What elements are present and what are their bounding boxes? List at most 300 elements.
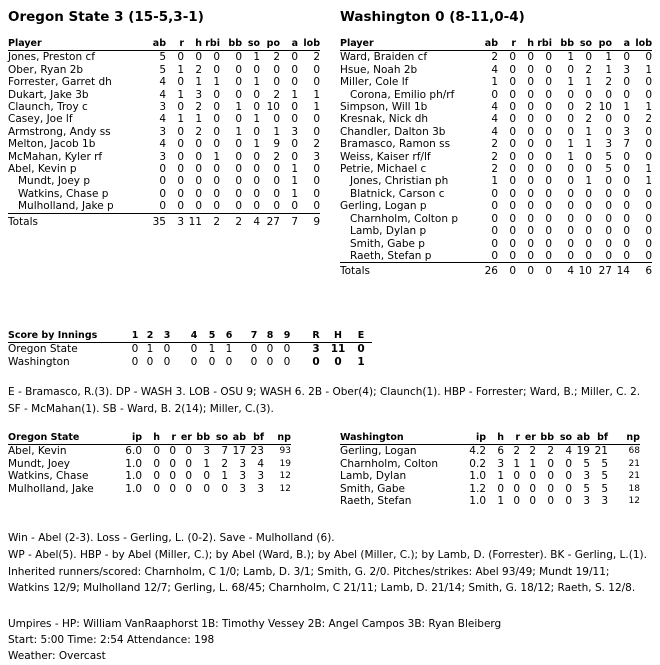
pitcher-row	[340, 445, 640, 458]
column-header: lob	[630, 38, 652, 51]
total-cell: 6	[630, 263, 652, 278]
stat-cell: 2	[273, 88, 280, 101]
batter-row	[340, 101, 652, 113]
stat-cell: 1	[623, 101, 630, 114]
batter-row	[340, 188, 652, 200]
stat-cell: 2	[491, 51, 498, 64]
stat-cell: 0	[509, 113, 516, 126]
stat-cell: 0	[195, 200, 202, 213]
stat-cell: 2	[221, 457, 228, 470]
inning-header: 1	[128, 330, 142, 343]
inning-cell: 1	[146, 343, 154, 356]
stat-cell: 4	[491, 113, 498, 126]
stat-cell: 21	[628, 458, 640, 469]
stat-cell: 5	[583, 457, 590, 470]
inning-cell: 0	[334, 355, 342, 368]
stat-cell: 0	[545, 138, 552, 151]
player-name: Petrie, Michael c	[340, 163, 427, 176]
stat-cell: 1	[195, 113, 202, 126]
stat-cell: 0	[545, 113, 552, 126]
stat-cell: 1	[645, 163, 652, 176]
stat-cell: 1	[273, 125, 280, 138]
stat-cell: 4	[257, 457, 264, 470]
player-name: McMahan, Kyler rf	[8, 150, 103, 163]
home-batting-table	[340, 38, 652, 278]
stat-cell: 0	[623, 113, 630, 126]
column-header: rbi	[202, 38, 220, 51]
stat-cell: 3	[257, 482, 264, 495]
column-header: r	[166, 38, 184, 51]
stat-cell: 0	[273, 63, 280, 76]
inning-cell: 3	[312, 343, 320, 356]
stat-cell: 0	[645, 138, 652, 151]
stat-cell: 0	[529, 495, 536, 508]
stat-cell: 3	[623, 63, 630, 76]
stat-cell: 0	[527, 175, 534, 188]
stat-cell: 0	[527, 76, 534, 89]
column-header: np	[608, 432, 640, 445]
total-cell: 9	[298, 213, 320, 228]
stat-cell: 0	[491, 212, 498, 225]
stat-cell: 0	[253, 200, 260, 213]
inning-cell	[176, 356, 184, 368]
stat-cell: 0	[645, 237, 652, 250]
stat-cell: 1	[177, 88, 184, 101]
stat-cell: 0	[509, 138, 516, 151]
stat-cell: 0	[567, 212, 574, 225]
stat-cell: 0	[645, 51, 652, 64]
inning-cell: 0	[312, 355, 320, 368]
stat-cell: 0	[169, 457, 176, 470]
inning-header: 6	[220, 330, 238, 343]
inning-header: 2	[142, 330, 158, 343]
stat-cell: 0	[527, 113, 534, 126]
stat-cell: 0	[605, 237, 612, 250]
stat-cell: 0	[273, 163, 280, 176]
stat-cell: 0	[273, 175, 280, 188]
stat-cell: 0	[567, 101, 574, 114]
stat-cell: 0	[547, 495, 554, 508]
totals-row	[8, 213, 320, 228]
stat-cell: 0	[565, 470, 572, 483]
stat-cell: 0	[545, 51, 552, 64]
stat-cell: 2	[313, 138, 320, 151]
stat-cell: 4	[491, 101, 498, 114]
stat-cell: 0	[527, 88, 534, 101]
pitcher-row	[340, 458, 640, 470]
column-header: bf	[246, 432, 264, 445]
stat-cell: 0	[645, 88, 652, 101]
batter-row	[340, 51, 652, 64]
total-cell: 14	[612, 263, 630, 278]
stat-cell: 4	[159, 113, 166, 126]
player-name: Kresnak, Nick dh	[340, 113, 429, 126]
stat-cell: 0	[313, 76, 320, 89]
stat-cell: 4	[491, 125, 498, 138]
stat-cell: 0	[213, 187, 220, 200]
stat-cell: 2	[585, 101, 592, 114]
total-cell: 0	[534, 263, 552, 278]
stat-cell: 0	[623, 249, 630, 262]
stat-cell: 0	[177, 175, 184, 188]
stat-cell: 0	[585, 51, 592, 64]
inning-cell: 0	[283, 355, 291, 368]
away-pitching-table	[8, 432, 291, 495]
stat-cell: 0	[291, 101, 298, 114]
pitcher-row	[8, 458, 291, 470]
stat-cell: 0	[213, 51, 220, 64]
player-name: Casey, Joe lf	[8, 113, 73, 126]
stat-cell: 0	[153, 482, 160, 495]
batter-row	[8, 64, 320, 76]
batter-row	[340, 151, 652, 163]
stat-cell: 7	[623, 138, 630, 151]
stat-cell: 0	[623, 237, 630, 250]
player-name: Dukart, Jake 3b	[8, 88, 89, 101]
stat-cell: 5	[605, 150, 612, 163]
player-name: Mulholland, Jake p	[18, 200, 114, 213]
pitcher-name: Mulholland, Jake	[8, 482, 94, 495]
stat-cell: 3	[291, 125, 298, 138]
total-cell: 2	[220, 213, 242, 228]
stat-cell: 0	[645, 125, 652, 138]
stat-cell: 0	[313, 125, 320, 138]
column-header: h	[184, 38, 202, 51]
pitcher-name: Mundt, Joey	[8, 457, 71, 470]
stat-cell: 0	[313, 200, 320, 213]
stat-cell: 2	[195, 63, 202, 76]
stat-cell: 1	[253, 76, 260, 89]
stat-cell: 1	[213, 76, 220, 89]
stat-cell: 1	[203, 457, 210, 470]
stat-cell: 2	[547, 445, 554, 458]
stat-cell: 0	[585, 212, 592, 225]
away-batting-table	[8, 38, 320, 228]
stat-cell: 0	[509, 51, 516, 64]
stat-cell: 0	[313, 63, 320, 76]
stat-cell: 0	[567, 113, 574, 126]
stat-cell: 1	[529, 457, 536, 470]
batter-row	[8, 175, 320, 187]
score-by-innings	[8, 330, 372, 368]
column-header: r	[160, 432, 176, 445]
stat-cell: 2	[491, 163, 498, 176]
stat-cell: 0	[213, 138, 220, 151]
stat-cell: 4	[159, 88, 166, 101]
stat-cell: 0	[527, 212, 534, 225]
inning-header: E	[350, 330, 372, 343]
stat-cell: 0	[509, 163, 516, 176]
stat-cell: 0	[645, 150, 652, 163]
stat-cell: 2	[313, 51, 320, 64]
stat-cell: 5	[601, 457, 608, 470]
stat-cell: 0	[273, 113, 280, 126]
stat-cell: 0	[605, 212, 612, 225]
stat-cell: 3	[583, 495, 590, 508]
column-header: rbi	[534, 38, 552, 51]
stat-cell: 0	[567, 163, 574, 176]
totals-label: Totals	[340, 263, 480, 278]
total-cell: 4	[242, 213, 260, 228]
total-cell: 27	[260, 213, 280, 228]
stat-cell: 1.0	[125, 470, 142, 483]
stat-cell: 0	[213, 88, 220, 101]
score-row	[8, 356, 372, 368]
stat-cell: 0	[513, 495, 520, 508]
stat-cell: 0	[605, 249, 612, 262]
stat-cell: 5	[159, 51, 166, 64]
stat-cell: 0	[567, 63, 574, 76]
stat-cell: 0	[253, 187, 260, 200]
stat-cell: 3	[257, 470, 264, 483]
stat-cell: 3	[159, 125, 166, 138]
stat-cell: 1	[645, 101, 652, 114]
batter-row	[8, 151, 320, 163]
inning-cell: 0	[250, 355, 258, 368]
stat-cell: 2	[605, 76, 612, 89]
stat-cell: 0	[235, 51, 242, 64]
stat-cell: 0	[291, 76, 298, 89]
stat-cell: 0	[565, 482, 572, 495]
stat-cell: 1.0	[469, 495, 486, 508]
inning-cell: 0	[208, 355, 216, 368]
stat-cell: 0	[235, 88, 242, 101]
column-header: so	[242, 38, 260, 51]
score-team: Oregon State	[8, 343, 78, 356]
stat-cell: 0	[645, 187, 652, 200]
stat-cell: 1	[177, 63, 184, 76]
stat-cell: 0	[185, 470, 192, 483]
stat-cell: 0	[509, 237, 516, 250]
pitcher-row	[8, 445, 291, 458]
umpires: Umpires - HP: William VanRaaphorst 1B: Timothy Vessey 2B: Angel Campos 3B: Ryan Bleiberg	[8, 618, 502, 630]
stat-cell: 0	[585, 187, 592, 200]
pitcher-row	[340, 495, 640, 507]
stat-cell: 0	[313, 163, 320, 176]
stat-cell: 12	[279, 471, 291, 482]
stat-cell: 0	[213, 200, 220, 213]
column-header: ip	[118, 432, 142, 445]
stat-cell: 68	[628, 446, 640, 457]
stat-cell: 0	[213, 101, 220, 114]
stat-cell: 10	[598, 101, 612, 114]
player-name: Ober, Ryan 2b	[8, 63, 84, 76]
stat-cell: 5	[159, 63, 166, 76]
stat-cell: 1	[313, 88, 320, 101]
stat-cell: 9	[273, 138, 280, 151]
inning-header	[296, 330, 306, 343]
inning-cell: 0	[131, 355, 139, 368]
batter-row	[340, 238, 652, 250]
total-cell: 0	[516, 263, 534, 278]
total-cell: 3	[166, 213, 184, 228]
player-name: Chandler, Dalton 3b	[340, 125, 446, 138]
stat-cell: 0	[169, 470, 176, 483]
stat-cell: 0	[545, 76, 552, 89]
stat-cell: 0	[527, 249, 534, 262]
stat-cell: 17	[232, 445, 246, 458]
pitcher-name: Lamb, Dylan	[340, 470, 407, 483]
stat-cell: 1.0	[469, 470, 486, 483]
stat-cell: 0	[545, 63, 552, 76]
batter-row	[340, 113, 652, 125]
stat-cell: 0	[567, 125, 574, 138]
stat-cell: 0	[291, 63, 298, 76]
column-header: bb	[536, 432, 554, 445]
score-title: Score by Innings	[8, 330, 128, 343]
pitching-team: Oregon State	[8, 432, 118, 445]
stat-cell: 0	[491, 249, 498, 262]
stat-cell: 0	[253, 125, 260, 138]
stat-cell: 0	[585, 225, 592, 238]
total-cell: 7	[280, 213, 298, 228]
stat-cell: 5	[583, 482, 590, 495]
pitcher-name: Charnholm, Colton	[340, 457, 438, 470]
stat-cell: 0	[545, 125, 552, 138]
stat-cell: 0	[527, 101, 534, 114]
batter-row	[340, 225, 652, 237]
stat-cell: 1	[585, 175, 592, 188]
stat-cell: 0	[513, 482, 520, 495]
stat-cell: 3	[497, 457, 504, 470]
stat-cell: 0	[509, 225, 516, 238]
stat-cell: 0	[509, 76, 516, 89]
stat-cell: 0	[159, 163, 166, 176]
stat-cell: 1	[645, 175, 652, 188]
stat-cell: 0	[509, 187, 516, 200]
batter-row	[8, 163, 320, 175]
column-header: a	[612, 38, 630, 51]
batter-row	[8, 51, 320, 64]
stat-cell: 0	[623, 212, 630, 225]
inning-cell	[238, 356, 246, 368]
stat-cell: 1	[567, 76, 574, 89]
stat-cell: 1	[497, 470, 504, 483]
stat-cell: 0	[645, 200, 652, 213]
stat-cell: 0	[253, 175, 260, 188]
inning-cell	[296, 356, 306, 368]
stat-cell: 0	[509, 63, 516, 76]
stat-cell: 0	[527, 187, 534, 200]
player-name: Armstrong, Andy ss	[8, 125, 111, 138]
stat-cell: 1	[567, 51, 574, 64]
batter-row	[340, 126, 652, 138]
stat-cell: 0	[567, 187, 574, 200]
stat-cell: 0	[213, 113, 220, 126]
stat-cell: 0	[491, 237, 498, 250]
stat-cell: 3	[239, 457, 246, 470]
column-header: lob	[298, 38, 320, 51]
inning-cell: 11	[330, 343, 346, 356]
stat-cell: 1	[491, 76, 498, 89]
decisions: Win - Abel (2-3). Loss - Gerling, L. (0-2). Save - Mulholland (6).	[8, 532, 335, 544]
batter-row	[8, 200, 320, 213]
player-name: Smith, Gabe p	[350, 237, 425, 250]
stat-cell: 1	[221, 470, 228, 483]
stat-cell: 0	[177, 138, 184, 151]
stat-cell: 12	[628, 496, 640, 507]
inning-cell	[296, 343, 306, 356]
home-pitching-table	[340, 432, 640, 507]
batter-row	[340, 200, 652, 212]
stat-cell: 2	[585, 113, 592, 126]
stat-cell: 0	[527, 225, 534, 238]
inning-cell: 1	[225, 343, 233, 356]
pitcher-name: Smith, Gabe	[340, 482, 405, 495]
stat-cell: 3	[623, 125, 630, 138]
stat-cell: 0	[605, 125, 612, 138]
stat-cell: 1	[291, 88, 298, 101]
stat-cell: 0	[513, 470, 520, 483]
pitcher-row	[340, 483, 640, 495]
inning-header: 3	[158, 330, 176, 343]
stat-cell: 19	[279, 458, 291, 469]
inning-cell: 0	[163, 343, 171, 356]
stat-cell: 0	[605, 187, 612, 200]
stat-cell: 0	[273, 200, 280, 213]
stat-cell: 0	[291, 150, 298, 163]
stat-cell: 0	[567, 175, 574, 188]
column-header: bf	[590, 432, 608, 445]
inning-cell	[238, 343, 246, 356]
player-name: Corona, Emilio ph/rf	[350, 88, 455, 101]
stat-cell: 2	[529, 445, 536, 458]
stat-cell: 1.2	[469, 482, 486, 495]
totals-label: Totals	[8, 213, 148, 228]
player-name: Jones, Preston cf	[8, 51, 95, 64]
stat-cell: 1	[253, 138, 260, 151]
stat-cell: 0	[545, 212, 552, 225]
inning-header: 4	[184, 330, 204, 343]
total-cell: 4	[552, 263, 574, 278]
stat-cell: 0	[235, 113, 242, 126]
column-header: po	[592, 38, 612, 51]
stat-cell: 2	[513, 445, 520, 458]
total-cell: 27	[592, 263, 612, 278]
inning-header: R	[306, 330, 326, 343]
pitcher-row	[8, 483, 291, 495]
column-header: ab	[572, 432, 590, 445]
stat-cell: 0	[529, 470, 536, 483]
stat-cell: 0	[623, 225, 630, 238]
stat-cell: 4	[565, 445, 572, 458]
inning-cell: 1	[208, 343, 216, 356]
column-header: r	[504, 432, 520, 445]
batter-row	[340, 213, 652, 225]
stat-cell: 1	[313, 101, 320, 114]
stat-cell: 21	[594, 445, 608, 458]
player-name: Mundt, Joey p	[18, 175, 91, 188]
stat-cell: 5	[605, 163, 612, 176]
column-header: h	[486, 432, 504, 445]
stat-cell: 0	[253, 163, 260, 176]
stat-cell: 0	[645, 212, 652, 225]
game-info: Start: 5:00 Time: 2:54 Attendance: 198	[8, 634, 215, 646]
stat-cell: 0	[623, 200, 630, 213]
pitcher-row	[340, 470, 640, 482]
player-name: Blatnick, Carson c	[350, 187, 445, 200]
stat-cell: 0	[623, 163, 630, 176]
batter-row	[8, 113, 320, 125]
stat-cell: 0	[177, 163, 184, 176]
inning-header: 9	[278, 330, 296, 343]
stat-cell: 0	[567, 200, 574, 213]
stat-cell: 1	[513, 457, 520, 470]
stat-cell: 0	[153, 445, 160, 458]
stat-cell: 5	[601, 482, 608, 495]
column-header: bb	[220, 38, 242, 51]
stat-cell: 4	[159, 76, 166, 89]
